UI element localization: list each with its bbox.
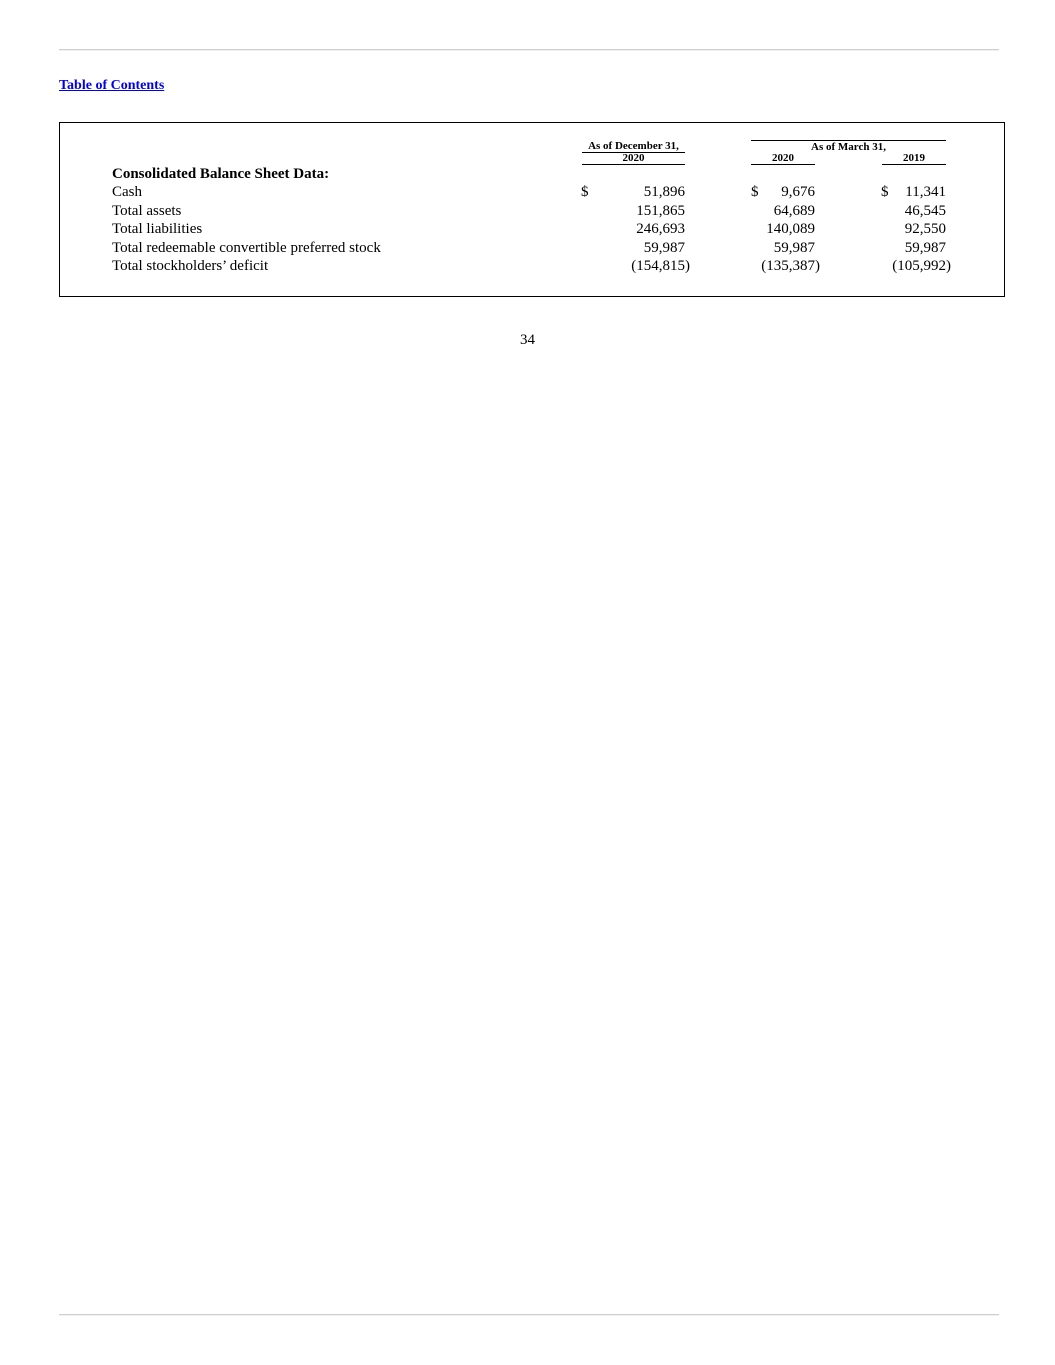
header-mar-2019: 2019 bbox=[882, 152, 946, 165]
currency-symbol: $ bbox=[881, 184, 889, 200]
table-of-contents-link[interactable]: Table of Contents bbox=[59, 78, 165, 93]
cell-mar-2019: 11,341 bbox=[905, 184, 946, 200]
currency-symbol: $ bbox=[581, 184, 589, 200]
row-label-stockholders-deficit: Total stockholders’ deficit bbox=[112, 258, 269, 274]
cell-mar-2019: 59,987 bbox=[904, 240, 946, 256]
header-mar-group: As of March 31, bbox=[751, 140, 946, 153]
currency-symbol: $ bbox=[751, 184, 759, 200]
cell-mar-2019: (105,992) bbox=[892, 258, 951, 274]
header-dec-group: As of December 31, bbox=[582, 140, 685, 153]
cell-mar-2020: (135,387) bbox=[761, 258, 820, 274]
row-label-cash: Cash bbox=[112, 184, 142, 200]
cell-mar-2019: 92,550 bbox=[904, 221, 946, 237]
header-dec-2020: 2020 bbox=[582, 152, 685, 165]
cell-dec-2020: 59,987 bbox=[643, 240, 685, 256]
cell-mar-2020: 59,987 bbox=[773, 240, 815, 256]
cell-dec-2020: 151,865 bbox=[636, 203, 685, 219]
row-label-total-liabilities: Total liabilities bbox=[112, 221, 203, 237]
balance-sheet-table bbox=[59, 122, 1005, 297]
page-number: 34 bbox=[520, 332, 535, 348]
header-mar-2020: 2020 bbox=[751, 152, 815, 165]
section-title: Consolidated Balance Sheet Data: bbox=[112, 166, 330, 182]
cell-dec-2020: 51,896 bbox=[643, 184, 685, 200]
cell-dec-2020: 246,693 bbox=[636, 221, 685, 237]
cell-mar-2020: 140,089 bbox=[766, 221, 815, 237]
cell-mar-2020: 9,676 bbox=[781, 184, 815, 200]
cell-mar-2019: 46,545 bbox=[904, 203, 946, 219]
row-label-preferred-stock: Total redeemable convertible preferred stock bbox=[112, 240, 381, 256]
top-divider bbox=[59, 49, 999, 51]
cell-mar-2020: 64,689 bbox=[773, 203, 815, 219]
bottom-divider bbox=[59, 1314, 999, 1316]
row-label-total-assets: Total assets bbox=[112, 203, 182, 219]
cell-dec-2020: (154,815) bbox=[631, 258, 690, 274]
